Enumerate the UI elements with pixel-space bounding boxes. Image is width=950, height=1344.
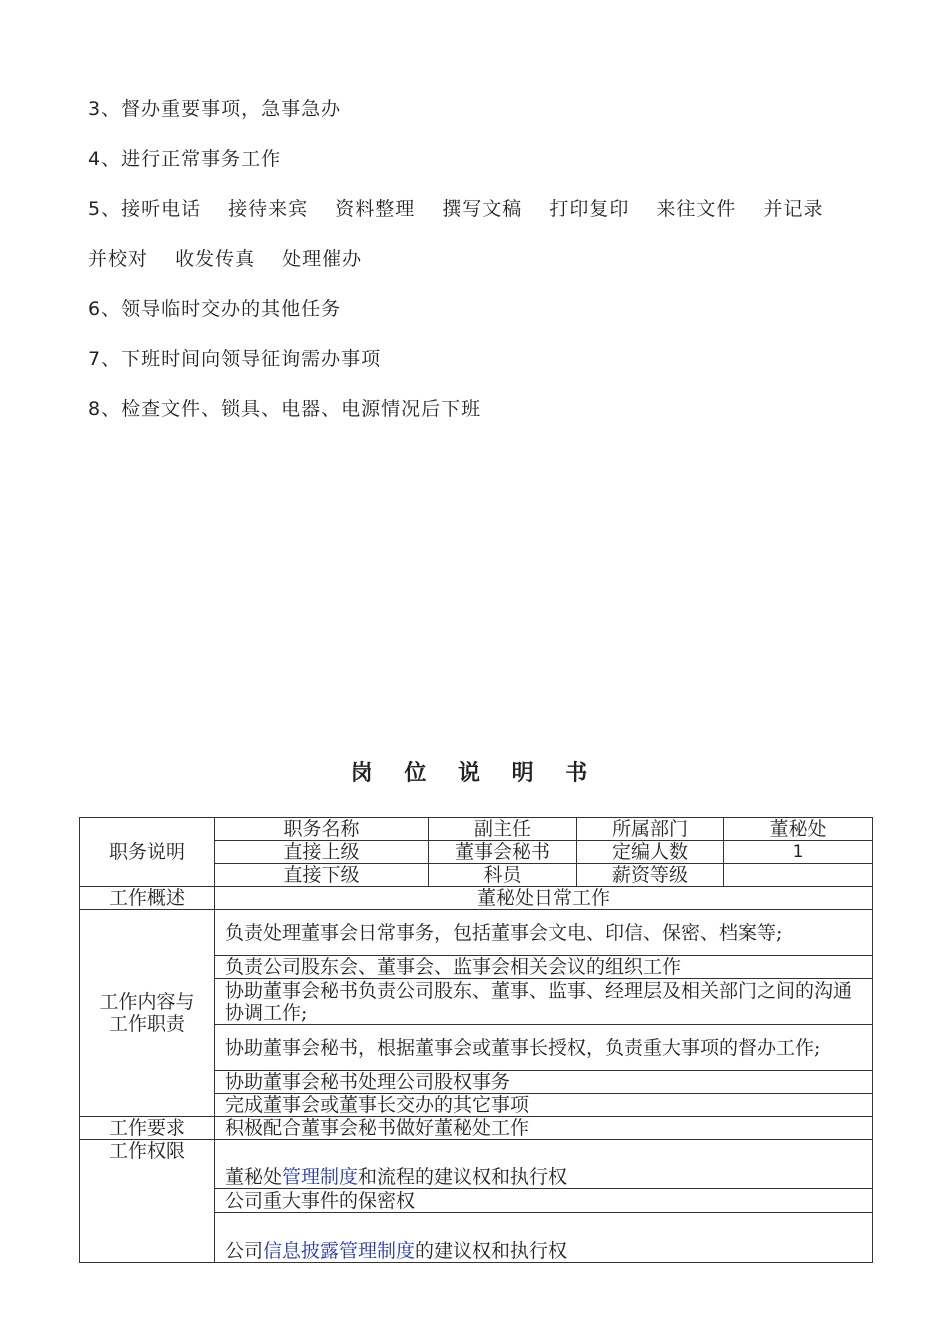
task-list xyxy=(88,84,868,434)
list-item: 8、检查文件、锁具、电器、电源情况后下班 xyxy=(88,398,482,420)
list-item-segment: 收发传真 xyxy=(175,248,256,270)
section-label-job: 职务说明 xyxy=(80,818,215,887)
list-item: 7、下班时间向领导征询需办事项 xyxy=(88,348,382,370)
table-row xyxy=(80,1117,873,1140)
label-department: 所属部门 xyxy=(577,818,724,841)
value-department: 董秘处 xyxy=(724,818,873,841)
duty-item: 完成董事会或董事长交办的其它事项 xyxy=(215,1094,873,1117)
duty-item: 负责公司股东会、董事会、监事会相关会议的组织工作 xyxy=(215,956,873,979)
authority-text: 董秘处 xyxy=(225,1166,283,1188)
authority-text: 公司 xyxy=(225,1240,264,1262)
list-item: 3、督办重要事项，急事急办 xyxy=(88,98,342,120)
authority-item: 公司重大事件的保密权 xyxy=(215,1189,873,1213)
table-row xyxy=(80,910,873,956)
label-headcount: 定编人数 xyxy=(577,841,724,864)
list-item-segment: 并校对 xyxy=(88,248,149,270)
table-row xyxy=(80,887,873,910)
list-item-segment: 处理催办 xyxy=(282,248,363,270)
section-label-overview: 工作概述 xyxy=(80,887,215,910)
list-item-segment: 打印复印 xyxy=(549,198,630,220)
authority-item xyxy=(215,1140,873,1189)
authority-text: 和流程的建议权和执行权 xyxy=(358,1166,568,1188)
value-job-name: 副主任 xyxy=(429,818,577,841)
section-label-duties-line: 工作职责 xyxy=(108,1013,185,1035)
list-item xyxy=(88,184,868,234)
job-description-table xyxy=(79,817,873,1263)
authority-text: 的建议权和执行权 xyxy=(415,1240,568,1262)
list-item-segment: 接待来宾 xyxy=(228,198,309,220)
section-label-duties xyxy=(80,910,215,1117)
list-item-segment: 并记录 xyxy=(763,198,824,220)
value-salary-grade xyxy=(724,864,873,887)
section-label-duties-line: 工作内容与 xyxy=(99,991,195,1013)
management-system-link[interactable]: 管理制度 xyxy=(282,1166,359,1188)
table-row xyxy=(80,818,873,841)
duty-item: 协助董事会秘书处理公司股权事务 xyxy=(215,1071,873,1094)
table-row xyxy=(80,1140,873,1189)
authority-item xyxy=(215,1213,873,1263)
list-item: 4、进行正常事务工作 xyxy=(88,148,282,170)
label-salary-grade: 薪资等级 xyxy=(577,864,724,887)
disclosure-system-link[interactable]: 信息披露管理制度 xyxy=(263,1240,416,1262)
duty-item: 协助董事会秘书，根据董事会或董事长授权，负责重大事项的督办工作; xyxy=(215,1025,873,1071)
label-job-name: 职务名称 xyxy=(215,818,429,841)
section-label-requirements: 工作要求 xyxy=(80,1117,215,1140)
section-label-authority: 工作权限 xyxy=(80,1140,215,1263)
duty-item: 协助董事会秘书负责公司股东、董事、监事、经理层及相关部门之间的沟通协调工作; xyxy=(215,979,873,1025)
duty-item: 负责处理董事会日常事务，包括董事会文电、印信、保密、档案等; xyxy=(215,910,873,956)
value-subordinate: 科员 xyxy=(429,864,577,887)
label-subordinate: 直接下级 xyxy=(215,864,429,887)
list-item-segment: 来往文件 xyxy=(656,198,737,220)
list-item-segment: 撰写文稿 xyxy=(442,198,523,220)
list-item-continued xyxy=(88,234,868,284)
list-item: 6、领导临时交办的其他任务 xyxy=(88,298,342,320)
value-overview: 董秘处日常工作 xyxy=(215,887,873,910)
value-headcount: 1 xyxy=(724,841,873,864)
value-superior: 董事会秘书 xyxy=(429,841,577,864)
list-item-segment: 资料整理 xyxy=(335,198,416,220)
value-requirements: 积极配合董事会秘书做好董秘处工作 xyxy=(215,1117,873,1140)
list-item-segment: 5、接听电话 xyxy=(88,198,202,220)
document-title: 岗 位 说 明 书 xyxy=(350,760,600,786)
label-superior: 直接上级 xyxy=(215,841,429,864)
